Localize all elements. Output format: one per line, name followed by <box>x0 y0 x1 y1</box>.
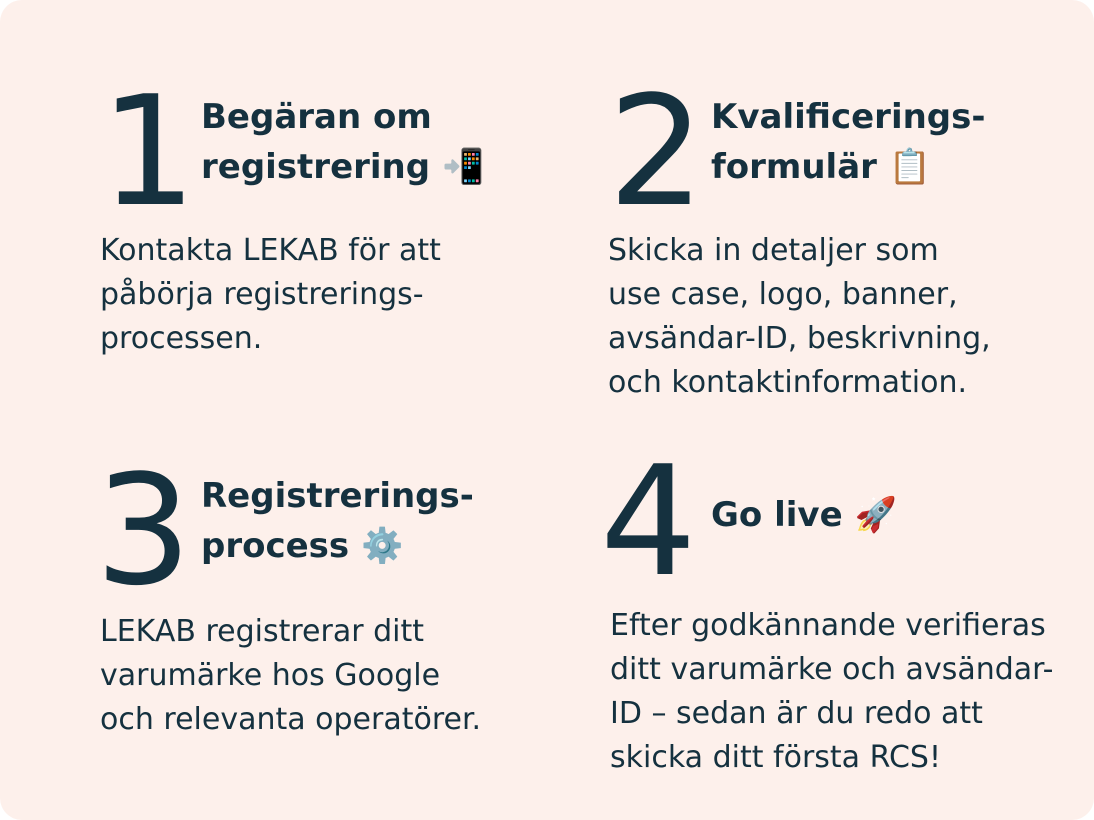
step-number: 4 <box>600 433 693 610</box>
step-description <box>100 610 481 742</box>
step-number: 2 <box>608 63 701 240</box>
step-description <box>608 229 991 405</box>
step-title-line: Go live 🚀 <box>711 495 897 535</box>
step-description-line: processen. <box>100 321 263 356</box>
step-description <box>610 604 1053 780</box>
step-title <box>711 490 897 540</box>
step-description-line: LEKAB registrerar ditt <box>100 614 424 649</box>
step-title-line: Kvalificerings- <box>711 97 986 137</box>
step-description-line: ID – sedan är du redo att <box>610 696 983 731</box>
step-number: 3 <box>95 442 188 619</box>
step-4 <box>600 433 1080 786</box>
step-description-line: use case, logo, banner, <box>608 277 958 312</box>
step-title <box>201 92 484 192</box>
step-title-line: Registrerings- <box>201 476 474 516</box>
step-title <box>711 92 986 192</box>
step-3 <box>95 442 535 755</box>
step-description-line: Efter godkännande verifieras <box>610 608 1046 643</box>
step-title-line: registrering 📲 <box>201 147 485 187</box>
step-number: 1 <box>100 63 193 240</box>
step-description <box>100 229 441 361</box>
step-title-line: Begäran om <box>201 97 432 137</box>
step-description-line: och relevanta operatörer. <box>100 702 482 737</box>
step-1 <box>100 63 540 376</box>
step-title <box>201 471 474 571</box>
step-title-line: process ⚙️ <box>201 526 404 566</box>
step-description-line: avsändar-ID, beskrivning, <box>608 321 991 356</box>
step-2 <box>608 63 1078 406</box>
step-description-line: Skicka in detaljer som <box>608 233 939 268</box>
step-description-line: ditt varumärke och avsändar- <box>610 652 1054 687</box>
step-description-line: skicka ditt första RCS! <box>610 740 941 775</box>
step-description-line: påbörja registrerings- <box>100 277 424 312</box>
step-description-line: och kontaktinformation. <box>608 365 968 400</box>
step-description-line: varumärke hos Google <box>100 658 441 693</box>
step-title-line: formulär 📋 <box>711 147 932 187</box>
step-description-line: Kontakta LEKAB för att <box>100 233 441 268</box>
